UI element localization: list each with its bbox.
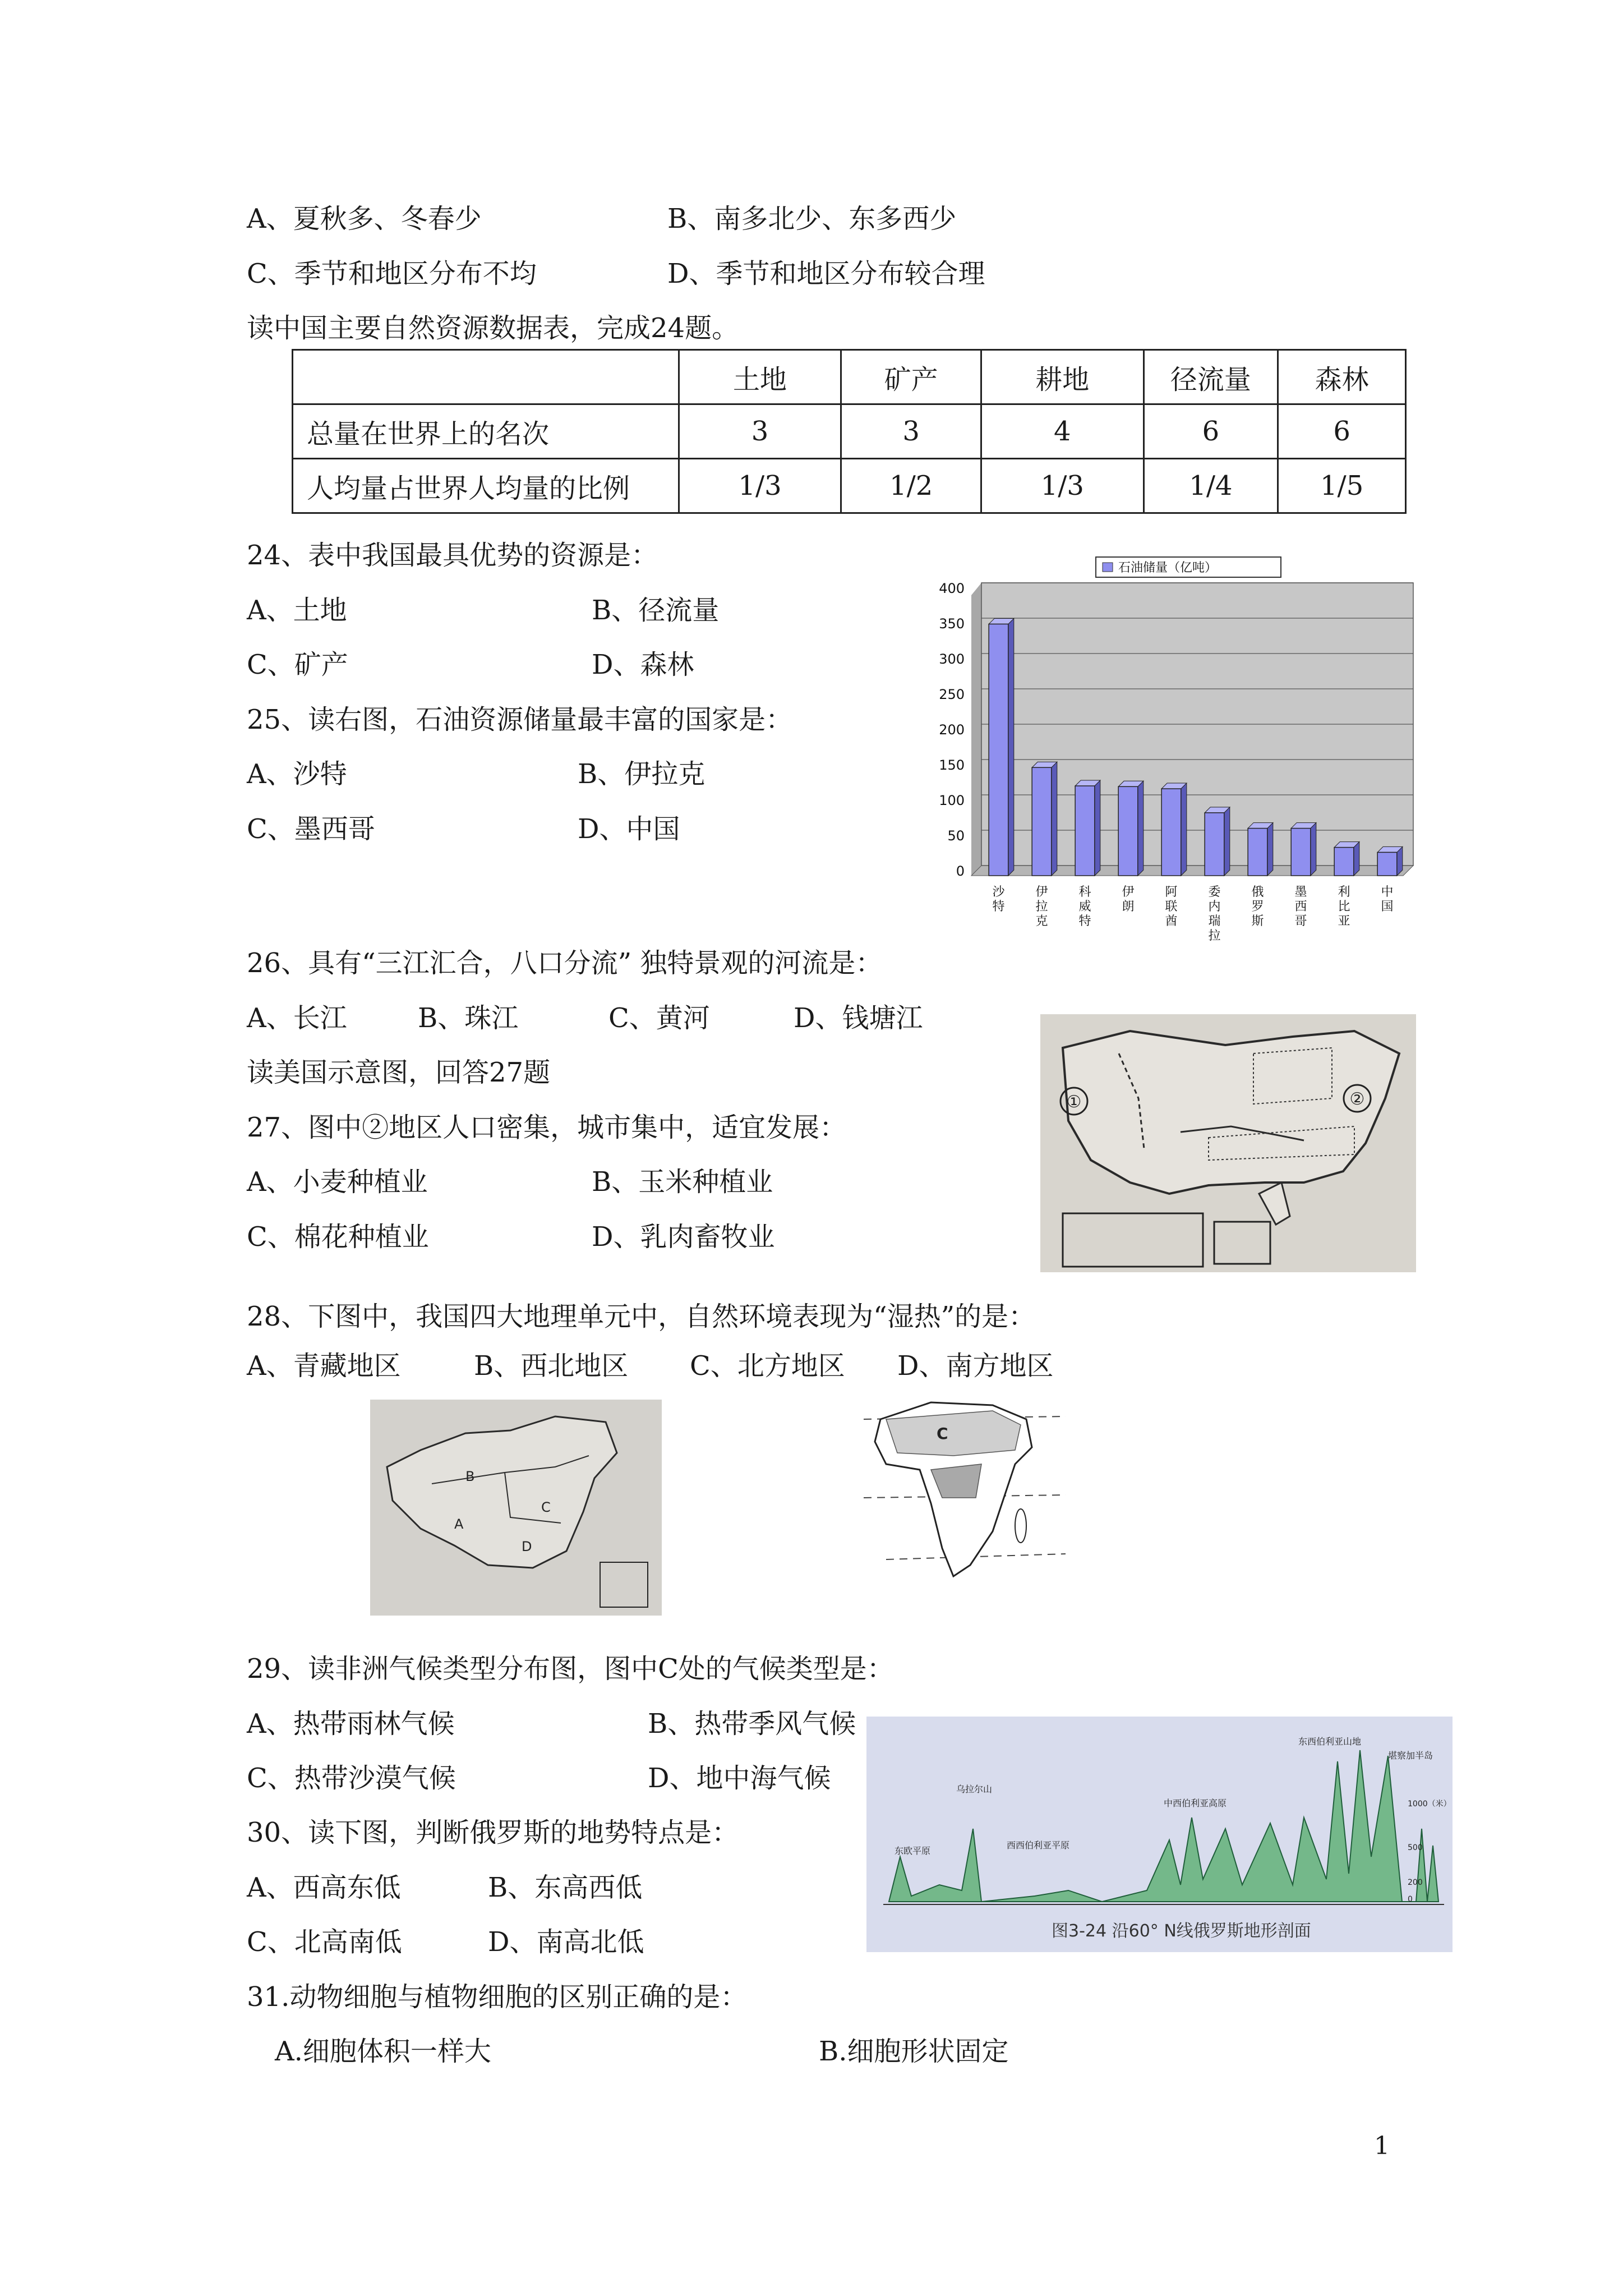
region-c-label: C xyxy=(541,1499,551,1515)
q30-option-d: D、南高北低 xyxy=(488,1926,644,1958)
chart-bar-side xyxy=(1311,823,1316,876)
chart-bar-side xyxy=(1267,823,1273,876)
profile-label-east-siberian-mountains: 东西伯利亚山地 xyxy=(1298,1736,1362,1747)
profile-label-east-european-plain: 东欧平原 xyxy=(895,1846,931,1856)
q25-option-b: B、伊拉克 xyxy=(578,758,706,790)
region-d-label: D xyxy=(522,1539,532,1554)
chart-bar-side xyxy=(1095,780,1100,876)
q28-stem: 28、下图中，我国四大地理单元中，自然环境表现为“湿热”的是： xyxy=(247,1301,1036,1332)
q26-option-c: C、黄河 xyxy=(608,1002,710,1034)
q26-option-d: D、钱塘江 xyxy=(794,1002,923,1034)
q23-option-b: B、南多北少、东多西少 xyxy=(667,203,957,234)
russia-profile-figure xyxy=(866,1717,1453,1952)
chart-xtick-label: 委内瑞拉 xyxy=(1208,885,1221,943)
chart-legend-label: 石油储量（亿吨） xyxy=(1118,561,1218,575)
chart-ytick-label: 200 xyxy=(939,722,965,738)
q29-option-c: C、热带沙漠气候 xyxy=(247,1763,456,1794)
chart-bar xyxy=(1377,852,1397,876)
africa-climate-map xyxy=(864,1386,1071,1607)
q24-option-a: A、土地 xyxy=(247,595,347,626)
q27-option-a: A、小麦种植业 xyxy=(247,1166,428,1198)
chart-bar xyxy=(1334,848,1354,876)
chart-xtick-label: 沙特 xyxy=(992,885,1005,914)
q28-option-d: D、南方地区 xyxy=(897,1350,1054,1382)
q29-option-d: D、地中海气候 xyxy=(648,1763,831,1794)
chart-ytick-label: 250 xyxy=(939,687,965,702)
table-row-label: 总量在世界上的名次 xyxy=(293,404,679,459)
q24-option-c: C、矿产 xyxy=(247,649,348,680)
q23-option-d: D、季节和地区分布较合理 xyxy=(667,258,985,289)
table-header-row xyxy=(293,350,1406,404)
table-cell: 1/3 xyxy=(981,459,1144,513)
us-map-figure xyxy=(1040,1014,1416,1272)
q30-option-b: B、东高西低 xyxy=(488,1872,643,1903)
chart-ytick-label: 100 xyxy=(939,793,965,808)
chart-bar xyxy=(1075,786,1095,876)
profile-scale-1000: 1000（米） xyxy=(1408,1800,1451,1809)
q28-option-c: C、北方地区 xyxy=(690,1350,845,1382)
chart-xtick-label: 中国 xyxy=(1381,885,1394,914)
chart-bar xyxy=(1205,813,1224,876)
q25-option-d: D、中国 xyxy=(578,813,680,845)
table-cell: 3 xyxy=(841,404,981,459)
region-2-label: ② xyxy=(1349,1089,1365,1109)
chart-xtick-label: 俄罗斯 xyxy=(1251,885,1264,928)
chart-xtick-label: 科威特 xyxy=(1078,885,1091,928)
q26-option-a: A、长江 xyxy=(247,1002,347,1034)
table-cell: 6 xyxy=(1144,404,1278,459)
table-header-cell: 森林 xyxy=(1278,350,1406,404)
chart-bar-side xyxy=(1181,783,1187,876)
chart-xtick-label: 伊朗 xyxy=(1122,885,1135,914)
chart-ytick-label: 50 xyxy=(947,828,965,844)
chart-bar xyxy=(1032,767,1052,876)
chart-xtick-label: 阿联酋 xyxy=(1165,885,1178,928)
q30-stem: 30、读下图，判断俄罗斯的地势特点是： xyxy=(247,1817,739,1848)
region-a-label: A xyxy=(454,1516,464,1532)
table-cell: 1/2 xyxy=(841,459,981,513)
q24-option-d: D、森林 xyxy=(592,649,694,680)
q31-stem: 31.动物细胞与植物细胞的区别正确的是： xyxy=(247,1981,748,2013)
chart-ytick-label: 300 xyxy=(939,651,965,667)
profile-label-ural: 乌拉尔山 xyxy=(956,1784,993,1795)
chart-ytick-label: 0 xyxy=(956,863,965,879)
q27-option-c: C、棉花种植业 xyxy=(247,1221,429,1253)
table-intro: 读中国主要自然资源数据表，完成24题。 xyxy=(247,312,739,344)
chart-bar-side xyxy=(1224,807,1230,876)
region-1-label: ① xyxy=(1066,1092,1082,1112)
q26-stem: 26、具有“三江汇合，八口分流” 独特景观的河流是： xyxy=(247,947,883,979)
table-cell: 6 xyxy=(1278,404,1406,459)
profile-scale-0: 0 xyxy=(1408,1895,1413,1904)
chart-bar xyxy=(989,624,1008,876)
chart-xtick-label: 利比亚 xyxy=(1338,885,1350,928)
table-header-cell: 径流量 xyxy=(1144,350,1278,404)
chart-bar xyxy=(1118,786,1138,876)
chart-bar-side xyxy=(1052,762,1057,876)
profile-label-central-siberian-plateau: 中西伯利亚高原 xyxy=(1164,1798,1227,1809)
chart-xtick-label: 伊拉克 xyxy=(1035,885,1048,928)
oil-reserves-chart xyxy=(931,553,1424,943)
q25-stem: 25、读右图，石油资源储量最丰富的国家是： xyxy=(247,704,793,735)
desert-region xyxy=(886,1411,1021,1456)
q25-option-a: A、沙特 xyxy=(247,758,347,790)
q26-option-b: B、珠江 xyxy=(418,1002,519,1034)
q28-option-a: A、青藏地区 xyxy=(247,1350,401,1382)
madagascar-shape xyxy=(1015,1509,1026,1543)
q31-option-a: A.细胞体积一样大 xyxy=(275,2036,491,2067)
chart-bar xyxy=(1291,829,1311,876)
chart-plot-side xyxy=(971,583,981,876)
table-cell: 3 xyxy=(679,404,841,459)
table-row-label: 人均量占世界人均量的比例 xyxy=(293,459,679,513)
q29-option-b: B、热带季风气候 xyxy=(648,1708,856,1740)
table-header-cell: 土地 xyxy=(679,350,841,404)
page-number: 1 xyxy=(1374,2132,1390,2160)
table-row xyxy=(293,404,1406,459)
chart-legend-swatch xyxy=(1103,563,1113,572)
region-c-label: C xyxy=(937,1424,948,1443)
profile-label-west-siberian-plain: 西西伯利亚平原 xyxy=(1007,1840,1070,1851)
profile-label-kamchatka: 堪察加半岛 xyxy=(1388,1750,1433,1761)
q24-option-b: B、径流量 xyxy=(592,595,720,626)
q27-option-d: D、乳肉畜牧业 xyxy=(592,1221,775,1253)
chart-bar xyxy=(1248,829,1267,876)
table-cell: 1/3 xyxy=(679,459,841,513)
q31-option-b: B.细胞形状固定 xyxy=(819,2036,1009,2067)
q28-option-b: B、西北地区 xyxy=(474,1350,629,1382)
table-cell: 1/4 xyxy=(1144,459,1278,513)
q30-option-c: C、北高南低 xyxy=(247,1926,402,1958)
table-header-cell: 耕地 xyxy=(981,350,1144,404)
q24-stem: 24、表中我国最具优势的资源是： xyxy=(247,540,658,571)
profile-scale-500: 500 xyxy=(1408,1843,1423,1852)
china-map-figure xyxy=(370,1400,662,1616)
q23-option-a: A、夏秋多、冬春少 xyxy=(247,203,482,234)
chart-xtick-label: 墨西哥 xyxy=(1294,885,1307,928)
chart-bar xyxy=(1161,789,1181,876)
profile-scale-200: 200 xyxy=(1408,1878,1423,1887)
q23-option-c: C、季节和地区分布不均 xyxy=(247,258,537,289)
q29-stem: 29、读非洲气候类型分布图，图中C处的气候类型是： xyxy=(247,1653,894,1685)
profile-caption: 图3-24 沿60° N线俄罗斯地形剖面 xyxy=(1052,1921,1311,1941)
chart-ytick-label: 350 xyxy=(939,616,965,632)
chart-bar-side xyxy=(1008,618,1014,876)
q25-option-c: C、墨西哥 xyxy=(247,813,375,845)
q27-stem: 27、图中②地区人口密集，城市集中，适宜发展： xyxy=(247,1112,847,1143)
us-intro: 读美国示意图，回答27题 xyxy=(247,1057,551,1088)
table-cell: 1/5 xyxy=(1278,459,1406,513)
region-b-label: B xyxy=(465,1469,475,1484)
table-header-cell xyxy=(293,350,679,404)
chart-bar-side xyxy=(1138,781,1144,876)
q29-option-a: A、热带雨林气候 xyxy=(247,1708,455,1740)
table-row xyxy=(293,459,1406,513)
chart-ytick-label: 400 xyxy=(939,581,965,596)
table-cell: 4 xyxy=(981,404,1144,459)
resource-table xyxy=(292,349,1407,514)
q27-option-b: B、玉米种植业 xyxy=(592,1166,773,1198)
q30-option-a: A、西高东低 xyxy=(247,1872,401,1903)
table-header-cell: 矿产 xyxy=(841,350,981,404)
chart-ytick-label: 150 xyxy=(939,757,965,773)
